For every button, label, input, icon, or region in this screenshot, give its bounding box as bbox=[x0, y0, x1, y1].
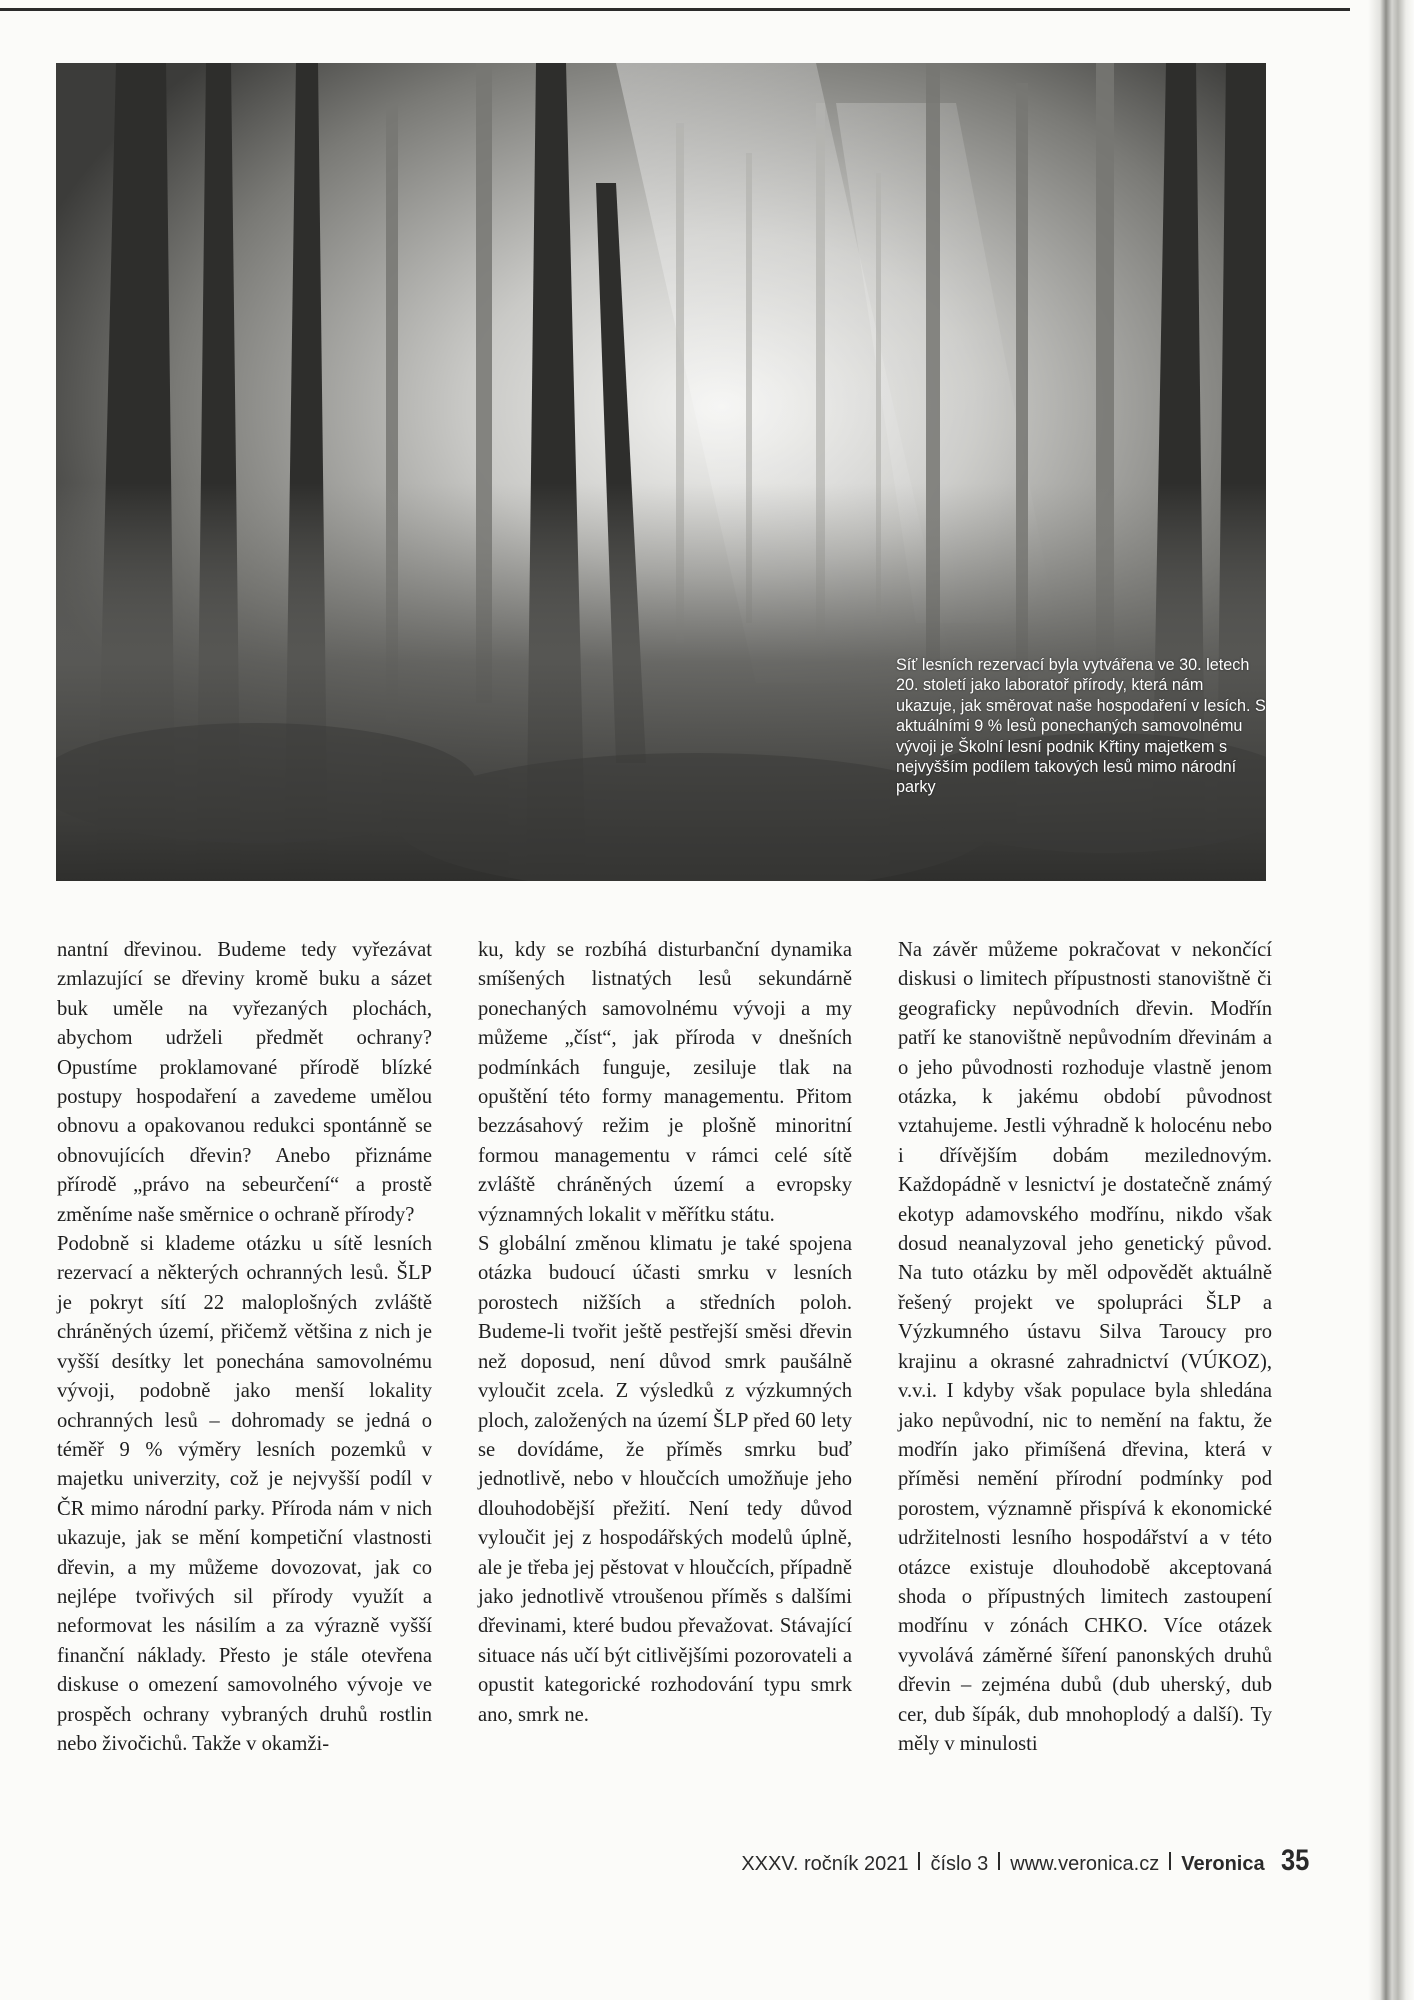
paragraph: ku, kdy se rozbíhá disturbanční dynamika smíšených listnatých lesů sekundárně ponechaných samovolnému vývoji a my můžeme „číst“, jak příroda v dnešních podmínkách funguje, zesiluje tlak na opuštění této formy managementu. Přitom bezzásahový režim je plošně minoritní formou managementu v rámci celé sítě zvláště chráněných území a evropsky významných lokalit v měřítku státu. bbox=[478, 939, 852, 1226]
forest-photo bbox=[56, 63, 1266, 881]
footer-volume: XXXV. ročník 2021 bbox=[741, 1853, 909, 1875]
footer-separator bbox=[998, 1852, 1000, 1870]
paragraph: Na závěr můžeme pokračovat v nekončící diskusi o limitech přípustnosti stanovištně či geograficky nepůvodních dřevin. Modřín patří ke stanovištně nepůvodním dřevinám a o jeho původnosti rozhoduje vlastně jenom otázka, k jakému období původnost vztahujeme. Jestli výhradně k holocénu nebo i dřívějším dobám mezilednovým. Každopádně v lesnictví je dostatečně známý ekotyp adamovského modřínu, nikdo však dosud neanalyzoval jeho genetický původ. Na tuto otázku by měl odpovědět aktuálně řešený projekt ve spolupráci ŠLP a Výzkumného ústavu Silva Taroucy pro krajinu a okrasné zahradnictví (VÚKOZ), v.v.i. I kdyby však populace byla shledána jako nepůvodní, nic to nemění na faktu, že modřín jako přimíšená dřevina, která v příměsi nemění přírodní podmínky pod porostem, významně přispívá k ekonomické udržitelnosti lesního hospodářství a v této otázce existuje dlouhodobě akceptovaná shoda o přípustných limitech zastoupení modřínu v zónách CHKO. Více otázek vyvolává záměrné šíření panonských druhů dřevin – zejména dubů (dub uherský, dub cer, dub šípák, dub mnohoplodý a další). Ty měly v minulosti bbox=[898, 939, 1272, 1755]
page-footer bbox=[741, 1844, 1314, 1878]
paragraph: nantní dřevinou. Budeme tedy vyřezávat zmlazující se dřeviny kromě buku a sázet buk uměle na vyřezaných plochách, abychom udrželi předmět ochrany? Opustíme proklamované přírodě blízké postupy hospodaření a zavedeme umělou obnovu a opakovanou redukci spontánně se obnovujících dřevin? Anebo přiznáme přírodě „právo na sebeurčení“ a prostě změníme naše směrnice o ochraně přírody? bbox=[57, 939, 432, 1226]
footer-magazine-name: Veronica bbox=[1181, 1853, 1265, 1875]
footer-website[interactable]: www.veronica.cz bbox=[1010, 1853, 1160, 1875]
page-edge-scan-shadow bbox=[1368, 0, 1414, 2000]
top-rule bbox=[0, 8, 1350, 11]
page-number: 35 bbox=[1280, 1844, 1309, 1877]
paragraph: Podobně si klademe otázku u sítě lesních rezervací a některých ochranných lesů. ŠLP je pokryt sítí 22 maloplošných zvláště chráněných území, přičemž většina z nich je vyšší desítky let ponechána samovolnému vývoji, podobně jako menší lokality ochranných lesů – dohromady se jedná o téměř 9 % výměry lesních pozemků v majetku univerzity, což je nejvyšší podíl v ČR mimo národní parky. Příroda nám v nich ukazuje, jak se mění kompetiční vlastnosti dřevin, a my můžeme dovozovat, jak co nejlépe tvořivých sil přírody využít a neformovat les násilím a za výrazně vyšší finanční náklady. Přesto je stále otevřena diskuse o omezení samovolného vývoje ve prospěch ochrany vybraných druhů rostlin nebo živočichů. Takže v okamži- bbox=[57, 1233, 432, 1755]
photo-caption: Síť lesních rezervací byla vytvářena ve 30. letech 20. století jako laboratoř přírody, která nám ukazuje, jak směrovat naše hospodaření v lesích. S aktuálními 9 % lesů ponechaných samovolnému vývoji je Školní lesní podnik Křtiny majetkem s nejvyšším podílem takových lesů mimo národní parky bbox=[896, 656, 1266, 797]
paragraph: S globální změnou klimatu je také spojena otázka budoucí účasti smrku v lesních porostech nižších a středních poloh. Budeme-li tvořit ještě pestřejší směsi dřevin než doposud, není důvod smrk paušálně vyloučit zcela. Z výsledků z výzkumných ploch, založených na území ŠLP před 60 lety se dovídáme, že příměs smrku buď jednotlivě, nebo v hloučcích umožňuje jeho dlouhodobější přežití. Není tedy důvod vyloučit jej z hospodářských modelů úplně, ale je třeba jej pěstovat v hloučcích, případně jako jednotlivě vtroušenou příměs s dalšími dřevinami, které budou převažovat. Stávající situace nás učí být citlivějšími pozorovateli a opustit kategorické rozhodování typu smrk ano, smrk ne. bbox=[478, 1233, 852, 1726]
text-column-3 bbox=[898, 936, 1272, 1759]
footer-separator bbox=[1169, 1852, 1171, 1870]
text-column-2 bbox=[478, 936, 852, 1730]
footer-issue: číslo 3 bbox=[930, 1853, 989, 1875]
footer-separator bbox=[918, 1852, 920, 1870]
text-column-1 bbox=[57, 936, 432, 1759]
